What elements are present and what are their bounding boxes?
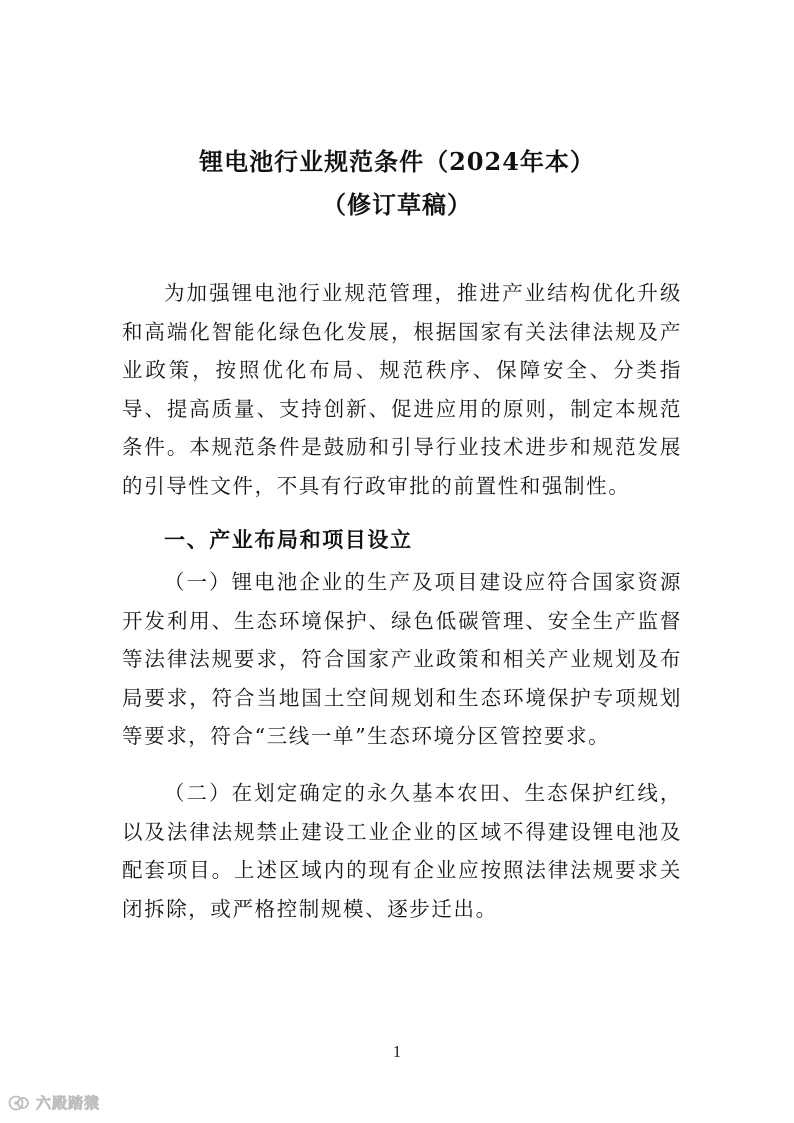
- watermark-logo-icon: [8, 1094, 30, 1112]
- page-number: 1: [392, 1042, 402, 1061]
- section-heading: 一、产业布局和项目设立: [164, 528, 413, 552]
- watermark-text: 六殿踏猿: [36, 1094, 101, 1112]
- clause-2-paragraph: （二）在划定确定的永久基本农田、生态保护红线，以及法律法规禁止建设工业企业的区域不得建设锂电池及配套项目。上述区域内的现有企业应按照法律法规要求关闭拆除，或严格控制规模、逐步迁出。: [122, 781, 682, 921]
- document-title: 锂电池行业规范条件（2024年本）: [199, 147, 595, 176]
- watermark: [8, 1092, 100, 1113]
- document-subtitle: （修订草稿）: [322, 190, 472, 219]
- clause-1-paragraph: （一）锂电池企业的生产及项目建设应符合国家资源开发利用、生态环境保护、绿色低碳管理、安全生产监督等法律法规要求，符合国家产业政策和相关产业规划及布局要求，符合当地国土空间规划和生态环境保护专项规划等要求，符合“三线一单”生态环境分区管控要求。: [122, 570, 682, 748]
- intro-paragraph: 为加强锂电池行业规范管理，推进产业结构优化升级和高端化智能化绿色化发展，根据国家有关法律法规及产业政策，按照优化布局、规范秩序、保障安全、分类指导、提高质量、支持创新、促进应用的原则，制定本规范条件。本规范条件是鼓励和引导行业技术进步和规范发展的引导性文件，不具有行政审批的前置性和强制性。: [122, 281, 682, 498]
